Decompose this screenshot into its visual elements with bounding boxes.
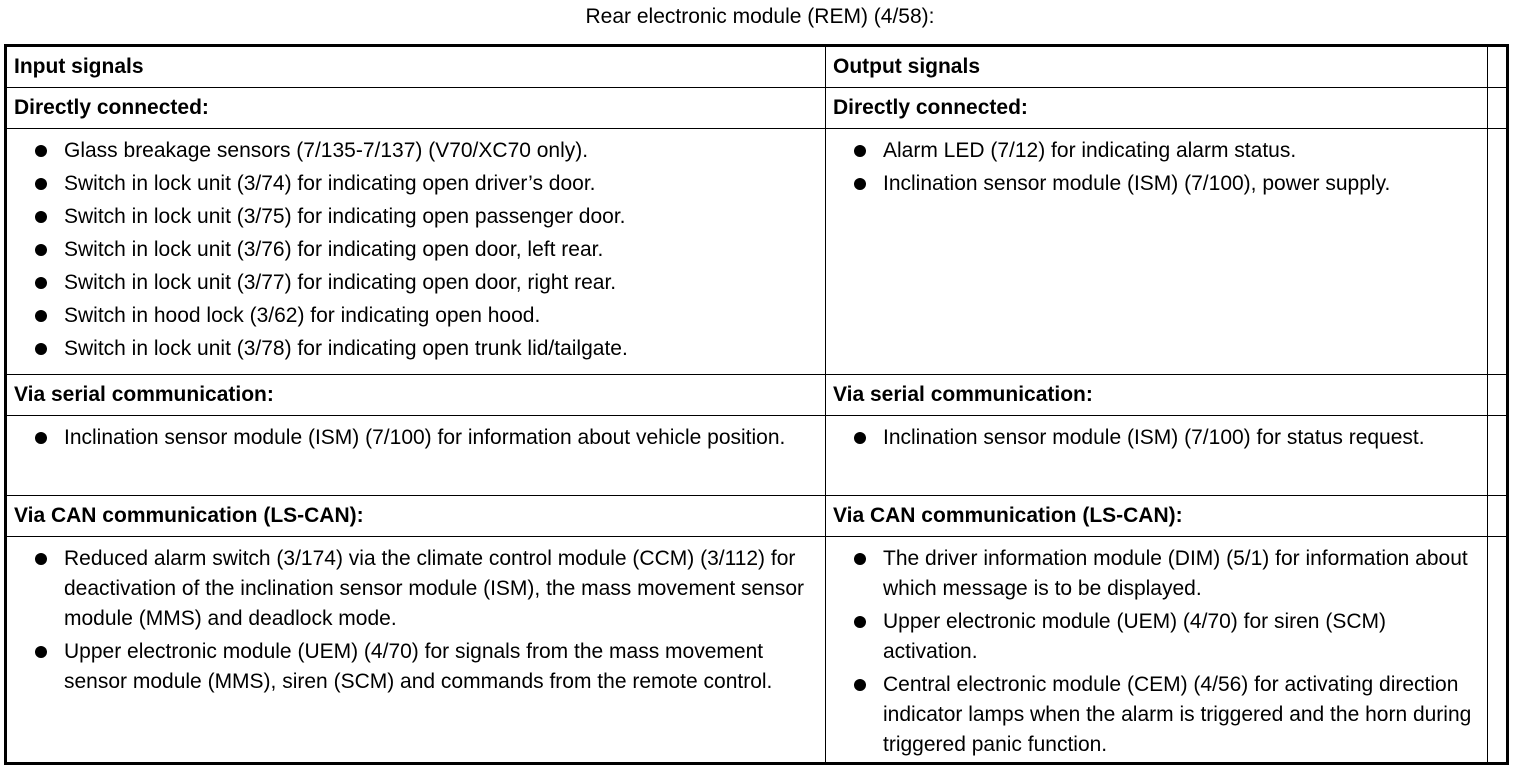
section-body-row <box>6 416 1508 496</box>
input-list-can <box>7 544 825 697</box>
output-section-heading-serial: Via serial communication: <box>826 375 1488 416</box>
output-section-heading-direct: Directly connected: <box>826 88 1488 129</box>
margin-cell <box>1488 496 1508 537</box>
output-list-serial <box>826 423 1487 453</box>
input-section-heading-can: Via CAN communication (LS-CAN): <box>6 496 826 537</box>
input-cell-can <box>6 537 826 764</box>
list-item: Inclination sensor module (ISM) (7/100) for information about vehicle position. <box>32 423 819 453</box>
section-heading-row <box>6 375 1508 416</box>
output-signals-header: Output signals <box>826 46 1488 88</box>
list-item: Switch in lock unit (3/76) for indicating open door, left rear. <box>32 235 819 265</box>
margin-cell <box>1488 129 1508 375</box>
input-cell-direct <box>6 129 826 375</box>
margin-cell <box>1488 416 1508 496</box>
input-cell-serial <box>6 416 826 496</box>
input-section-heading-direct: Directly connected: <box>6 88 826 129</box>
bullet-icon <box>854 616 866 628</box>
input-section-heading-serial: Via serial communication: <box>6 375 826 416</box>
bullet-icon <box>35 553 47 565</box>
margin-cell <box>1488 88 1508 129</box>
bullet-icon <box>35 178 47 190</box>
bullet-icon <box>35 145 47 157</box>
page-title: Rear electronic module (REM) (4/58): <box>585 5 935 28</box>
bullet-icon <box>35 432 47 444</box>
bullet-icon <box>854 553 866 565</box>
bullet-icon <box>35 343 47 355</box>
input-signals-header: Input signals <box>6 46 826 88</box>
margin-cell <box>1488 537 1508 764</box>
bullet-icon <box>854 145 866 157</box>
output-cell-can <box>826 537 1488 764</box>
bullet-icon <box>854 679 866 691</box>
list-item: Central electronic module (CEM) (4/56) for activating direction indicator lamps when the alarm is triggered and the horn during triggered panic function. <box>851 670 1481 760</box>
section-heading-row <box>6 88 1508 129</box>
bullet-icon <box>35 310 47 322</box>
list-item: Switch in lock unit (3/78) for indicating open trunk lid/tailgate. <box>32 334 819 364</box>
list-item: Inclination sensor module (ISM) (7/100), power supply. <box>851 169 1481 199</box>
output-cell-direct <box>826 129 1488 375</box>
header-row <box>6 46 1508 88</box>
margin-cell <box>1488 46 1508 88</box>
input-list-serial <box>7 423 825 453</box>
bullet-icon <box>35 277 47 289</box>
output-cell-serial <box>826 416 1488 496</box>
list-item: Upper electronic module (UEM) (4/70) for siren (SCM) activation. <box>851 607 1481 667</box>
bullet-icon <box>35 244 47 256</box>
output-list-direct <box>826 136 1487 199</box>
list-item: Switch in lock unit (3/77) for indicating open door, right rear. <box>32 268 819 298</box>
section-heading-row <box>6 496 1508 537</box>
output-list-can <box>826 544 1487 760</box>
bullet-icon <box>854 178 866 190</box>
list-item: Glass breakage sensors (7/135-7/137) (V70/XC70 only). <box>32 136 819 166</box>
list-item: Alarm LED (7/12) for indicating alarm status. <box>851 136 1481 166</box>
list-item: Switch in hood lock (3/62) for indicating open hood. <box>32 301 819 331</box>
output-section-heading-can: Via CAN communication (LS-CAN): <box>826 496 1488 537</box>
list-item: Reduced alarm switch (3/174) via the climate control module (CCM) (3/112) for deactivation of the inclination sensor module (ISM), the mass movement sensor module (MMS) and deadlock mode. <box>32 544 819 634</box>
bullet-icon <box>35 211 47 223</box>
input-list-direct <box>7 136 825 364</box>
section-body-row <box>6 129 1508 375</box>
bullet-icon <box>854 432 866 444</box>
list-item: Upper electronic module (UEM) (4/70) for signals from the mass movement sensor module (MMS), siren (SCM) and commands from the remote control. <box>32 637 819 697</box>
list-item: Switch in lock unit (3/75) for indicating open passenger door. <box>32 202 819 232</box>
list-item: Switch in lock unit (3/74) for indicating open driver’s door. <box>32 169 819 199</box>
bullet-icon <box>35 646 47 658</box>
margin-cell <box>1488 375 1508 416</box>
signals-table <box>4 44 1509 765</box>
section-body-row <box>6 537 1508 764</box>
list-item: Inclination sensor module (ISM) (7/100) for status request. <box>851 423 1481 453</box>
list-item: The driver information module (DIM) (5/1) for information about which message is to be displayed. <box>851 544 1481 604</box>
